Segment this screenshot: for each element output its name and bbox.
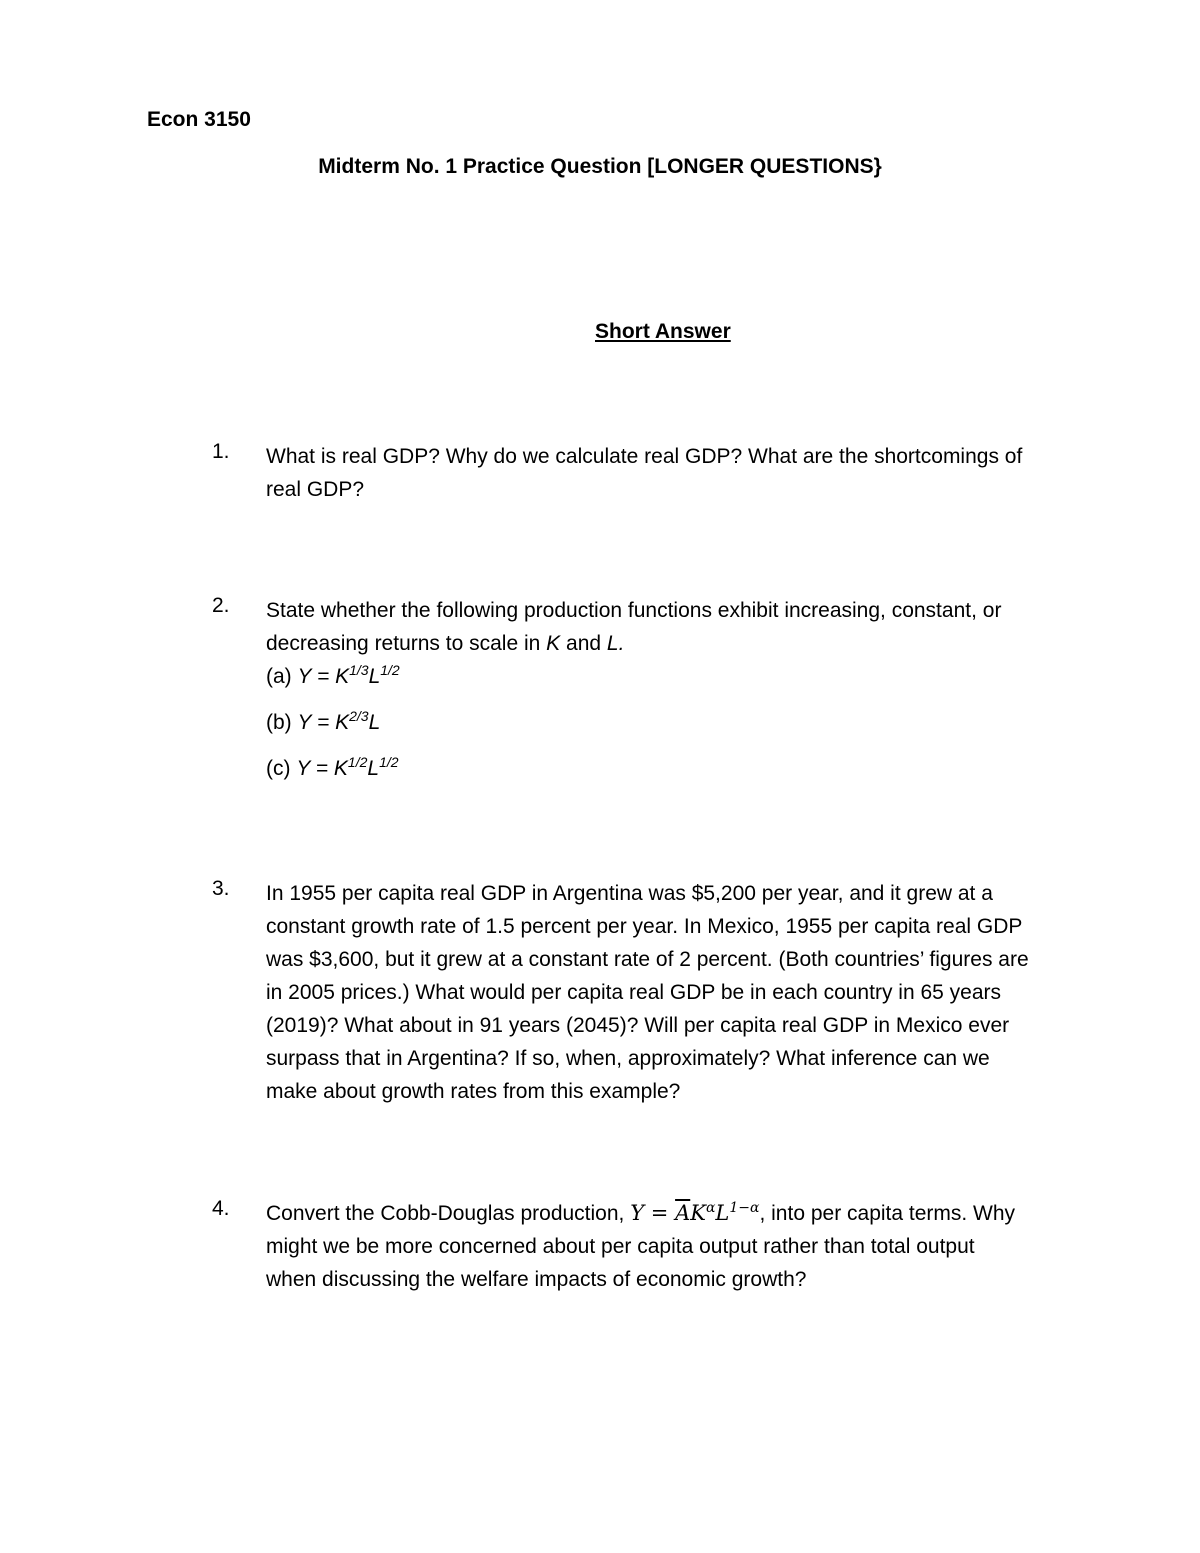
formula-var: L	[368, 665, 381, 688]
variable-k: K	[546, 632, 561, 655]
question-line: What is real GDP? Why do we calculate real GDP? What are the shortcomings of	[266, 445, 1023, 468]
formula-c	[266, 752, 1066, 785]
question-line: In 1955 per capita real GDP in Argentina was $5,200 per year, and it grew at a	[266, 882, 993, 905]
question-line	[266, 1197, 1066, 1230]
formula-exponent: 1/2	[379, 754, 399, 770]
equation-equals: =	[650, 1201, 669, 1225]
question-line: State whether the following production functions exhibit increasing, constant, or	[266, 599, 1002, 622]
formula-var: L	[368, 711, 381, 734]
equation-lhs: Y	[630, 1201, 645, 1225]
conjunction: and	[566, 632, 602, 655]
question-number: 4.	[212, 1197, 230, 1220]
cobb-douglas-equation	[630, 1201, 759, 1225]
question-text	[266, 594, 1066, 785]
question-number: 1.	[212, 440, 230, 463]
question-line: might we be more concerned about per capita output rather than total output	[266, 1235, 975, 1258]
formula-label: (b)	[266, 711, 292, 734]
equation-tfp: $\overline{A}$	[675, 1201, 691, 1225]
question-number: 2.	[212, 594, 230, 617]
equation-labor-exponent: 1−α	[729, 1200, 760, 1216]
formula-exponent: 1/3	[349, 662, 369, 678]
question-line: make about growth rates from this example?	[266, 1080, 681, 1103]
formula-lhs: Y = K	[297, 711, 350, 734]
document-title: Midterm No. 1 Practice Question [LONGER QUESTIONS}	[318, 155, 882, 178]
equation-capital-exponent: α	[705, 1200, 716, 1216]
formula-label: (a)	[266, 665, 292, 688]
question-line	[266, 627, 1066, 660]
question-text	[266, 877, 1066, 1108]
formula-a	[266, 660, 1066, 693]
formula-var: L	[367, 757, 380, 780]
formula-b	[266, 706, 1066, 739]
variable-l: L.	[606, 632, 625, 655]
section-heading: Short Answer	[595, 320, 731, 343]
formula-label: (c)	[266, 757, 291, 780]
question-line: when discussing the welfare impacts of economic growth?	[266, 1268, 807, 1291]
course-code: Econ 3150	[147, 108, 251, 131]
formula-exponent: 1/2	[347, 754, 368, 770]
question-line: real GDP?	[266, 478, 365, 501]
formula-exponent: 2/3	[349, 708, 369, 724]
question-line: surpass that in Argentina? If so, when, approximately? What inference can we	[266, 1047, 990, 1070]
formula-lhs: Y = K	[296, 757, 348, 780]
question-text	[266, 1197, 1066, 1296]
question-line: in 2005 prices.) What would per capita real GDP be in each country in 65 years	[266, 981, 1001, 1004]
question-line-text: , into per capita terms. Why	[759, 1202, 1016, 1225]
question-line-text: decreasing returns to scale in	[266, 632, 541, 655]
equation-capital: K	[690, 1201, 706, 1225]
formula-lhs: Y = K	[297, 665, 350, 688]
question-number: 3.	[212, 877, 230, 900]
question-line: constant growth rate of 1.5 percent per year. In Mexico, 1955 per capita real GDP	[266, 915, 1023, 938]
formula-exponent: 1/2	[380, 662, 400, 678]
question-text	[266, 440, 1066, 506]
equation-labor: L	[715, 1201, 730, 1225]
question-line-text: Convert the Cobb-Douglas production,	[266, 1202, 625, 1225]
question-line: (2019)? What about in 91 years (2045)? Will per capita real GDP in Mexico ever	[266, 1014, 1010, 1037]
question-line: was $3,600, but it grew at a constant rate of 2 percent. (Both countries’ figures are	[266, 948, 1029, 971]
